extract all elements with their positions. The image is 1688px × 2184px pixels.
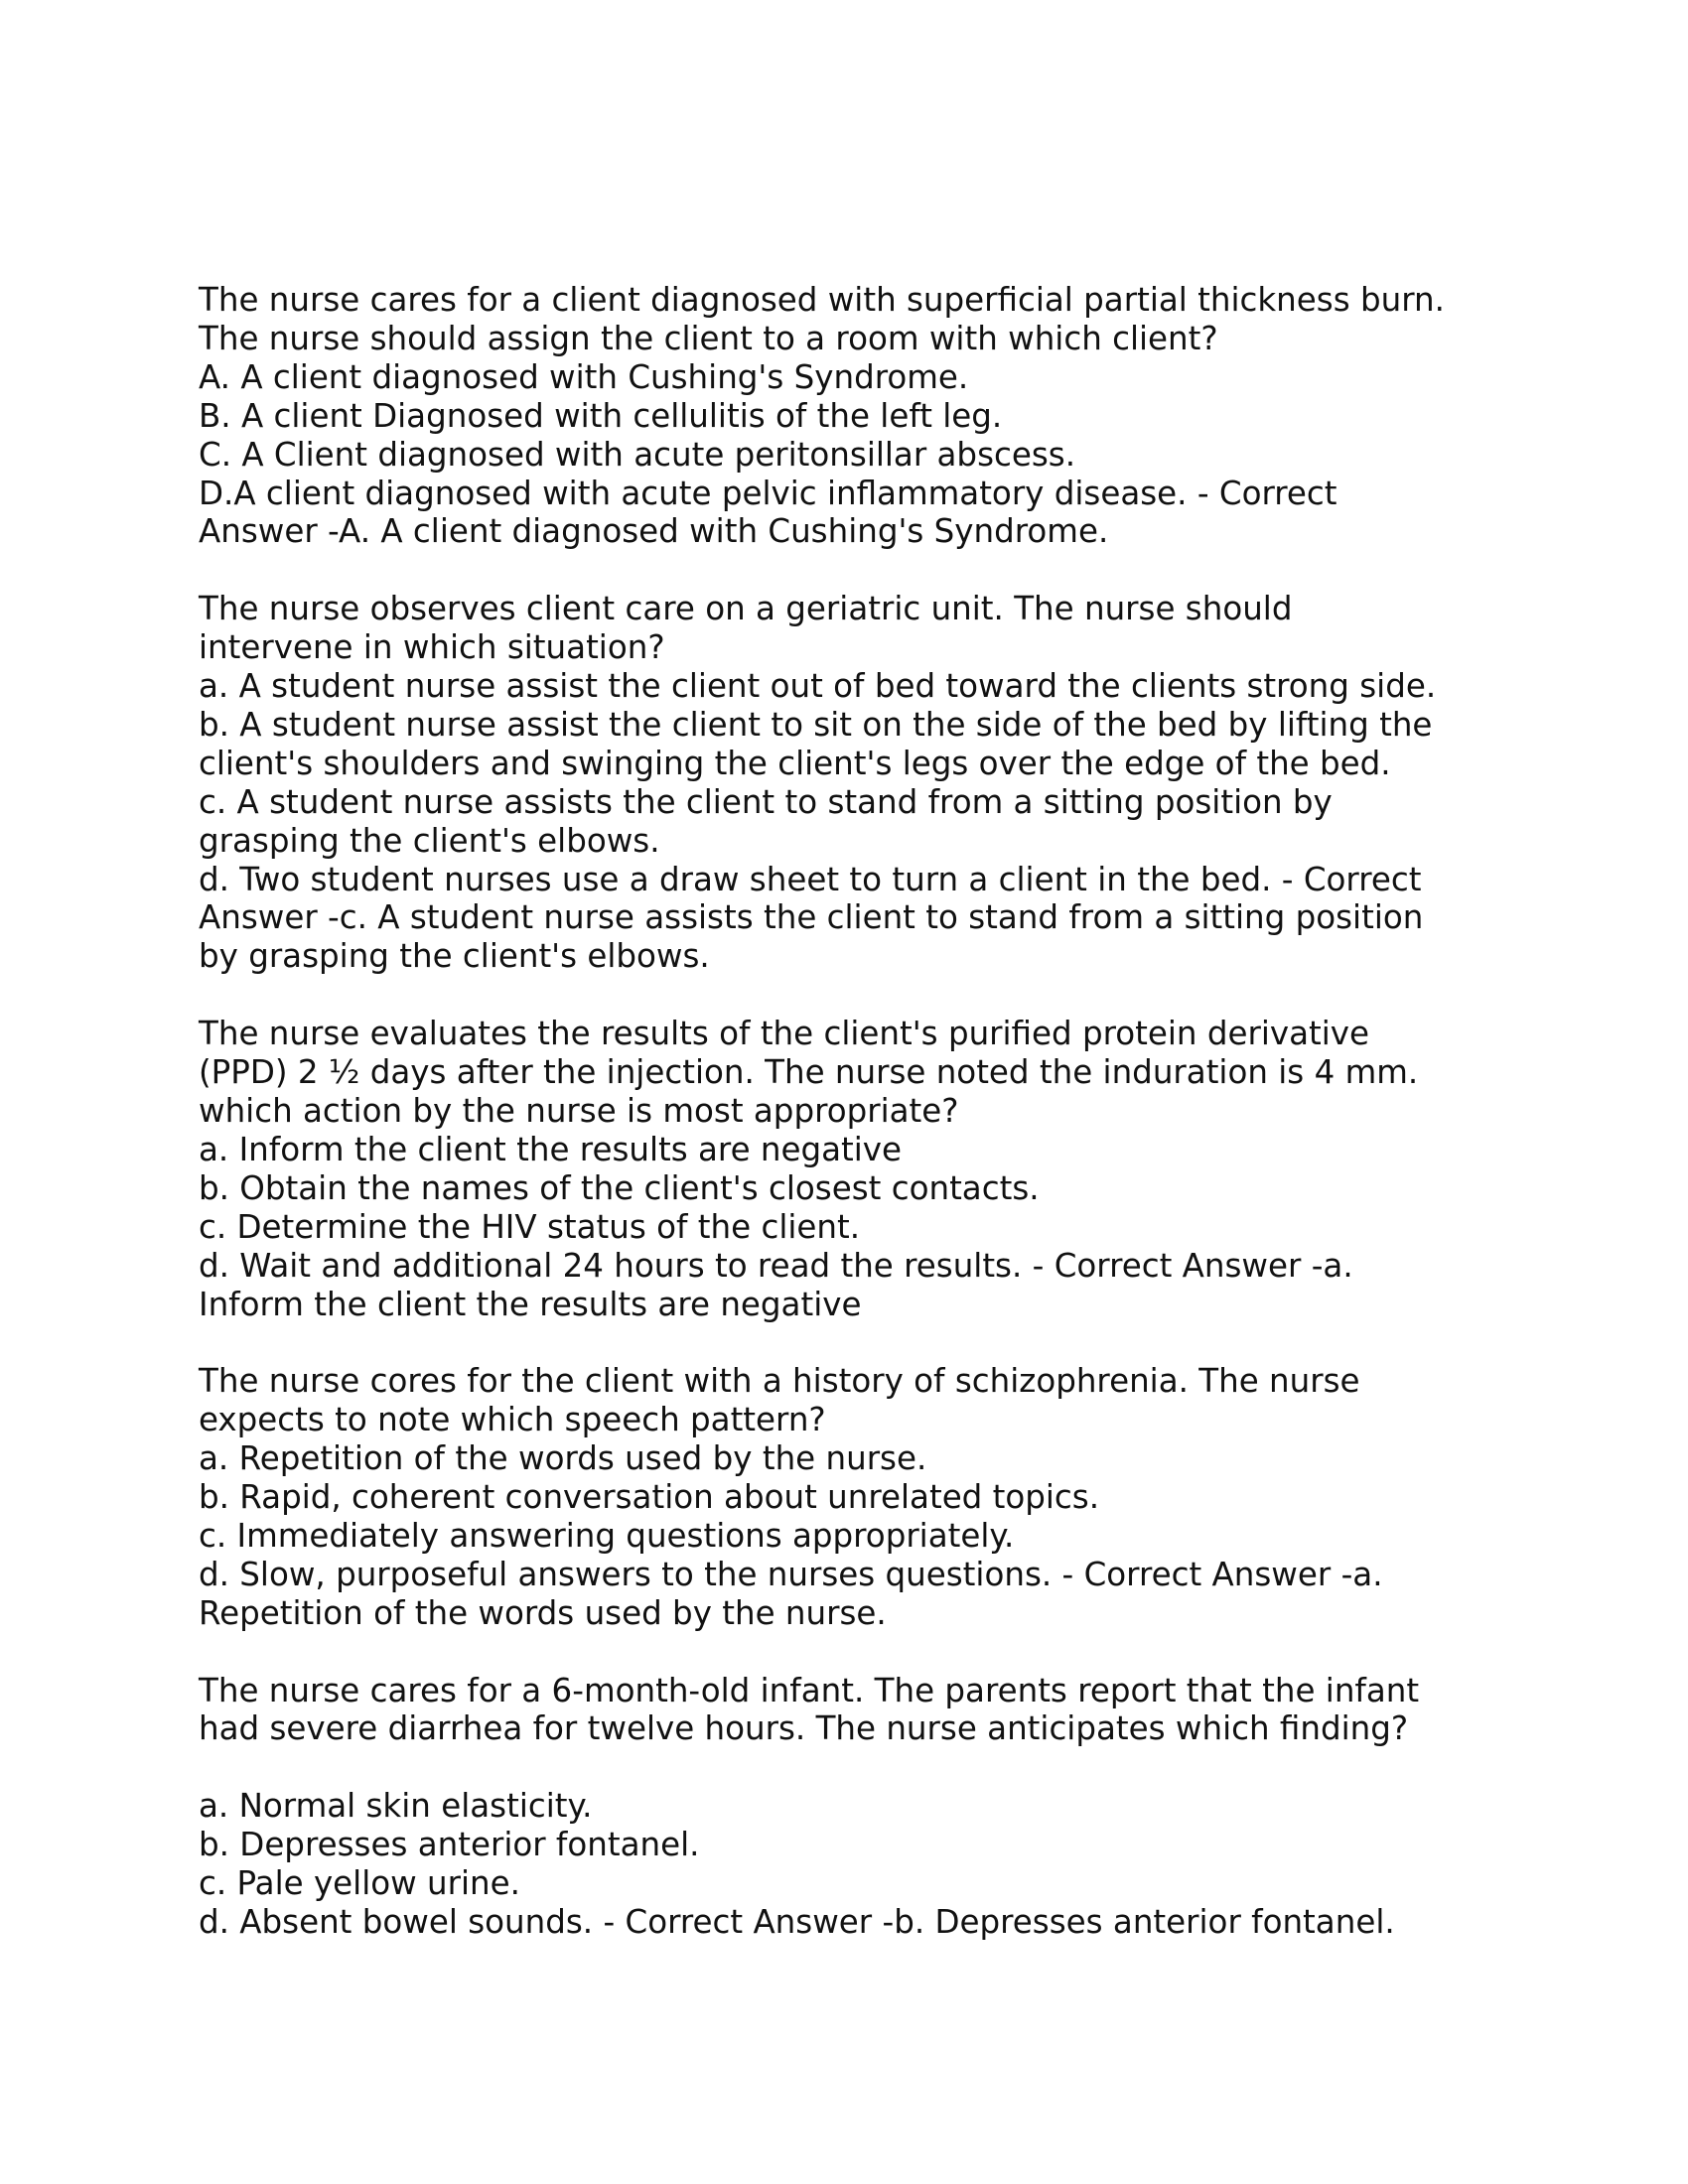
- answer-option: d. Wait and additional 24 hours to read the results. - Correct Answer -a.: [199, 1246, 1353, 1285]
- answer-option: b. Obtain the names of the client's closest contacts.: [199, 1168, 1040, 1207]
- answer-option: C. A Client diagnosed with acute peritonsillar abscess.: [199, 435, 1076, 474]
- answer-option: d. Two student nurses use a draw sheet to turn a client in the bed. - Correct: [199, 860, 1422, 898]
- question-text-line: intervene in which situation?: [199, 628, 665, 667]
- question-text-line: which action by the nurse is most appropriate?: [199, 1092, 959, 1130]
- answer-option: a. Repetition of the words used by the nurse.: [199, 1439, 927, 1478]
- paragraph-gap: [199, 1323, 1509, 1362]
- answer-option: b. Depresses anterior fontanel.: [199, 1826, 700, 1864]
- answer-option: c. Pale yellow urine.: [199, 1864, 520, 1903]
- question-text-line: The nurse observes client care on a geriatric unit. The nurse should: [199, 590, 1293, 628]
- question-block-5: [199, 1672, 1509, 1942]
- question-block-2: [199, 590, 1509, 976]
- correct-answer-line: Inform the client the results are negative: [199, 1285, 862, 1323]
- question-text-line: (PPD) 2 ½ days after the injection. The nurse noted the induration is 4 mm.: [199, 1053, 1419, 1092]
- answer-option: a. A student nurse assist the client out of bed toward the clients strong side.: [199, 667, 1437, 706]
- correct-answer-line: Answer -c. A student nurse assists the client to stand from a sitting position: [199, 898, 1424, 937]
- correct-answer-line: Repetition of the words used by the nurse.: [199, 1593, 887, 1632]
- answer-option: A. A client diagnosed with Cushing's Syndrome.: [199, 357, 969, 396]
- question-block-3: [199, 1015, 1509, 1323]
- correct-answer-line: Answer -A. A client diagnosed with Cushing's Syndrome.: [199, 512, 1109, 551]
- paragraph-gap: [199, 976, 1509, 1015]
- question-text-line: The nurse should assign the client to a room with which client?: [199, 319, 1218, 357]
- answer-option: d. Absent bowel sounds. - Correct Answer -b. Depresses anterior fontanel.: [199, 1902, 1395, 1941]
- paragraph-gap: [199, 1633, 1509, 1672]
- question-text-line: The nurse cares for a 6-month-old infant. The parents report that the infant: [199, 1671, 1420, 1709]
- answer-option: grasping the client's elbows.: [199, 821, 660, 860]
- question-text-line: expects to note which speech pattern?: [199, 1401, 826, 1439]
- question-block-1: [199, 281, 1509, 551]
- correct-answer-line: by grasping the client's elbows.: [199, 937, 710, 976]
- answer-option: client's shoulders and swinging the client's legs over the edge of the bed.: [199, 744, 1391, 782]
- question-text-line: had severe diarrhea for twelve hours. The nurse anticipates which finding?: [199, 1709, 1409, 1748]
- answer-option: a. Normal skin elasticity.: [199, 1787, 593, 1826]
- paragraph-gap: [199, 551, 1509, 590]
- answer-option: c. Immediately answering questions appropriately.: [199, 1516, 1015, 1555]
- question-block-4: [199, 1362, 1509, 1632]
- paragraph-gap: [199, 1748, 1509, 1787]
- answer-option: D.A client diagnosed with acute pelvic inflammatory disease. - Correct: [199, 474, 1337, 512]
- answer-option: c. A student nurse assists the client to stand from a sitting position by: [199, 782, 1333, 821]
- question-text-line: The nurse evaluates the results of the client's purified protein derivative: [199, 1015, 1370, 1053]
- answer-option: B. A client Diagnosed with cellulitis of the left leg.: [199, 396, 1003, 435]
- answer-option: a. Inform the client the results are negative: [199, 1130, 903, 1168]
- answer-option: c. Determine the HIV status of the client.: [199, 1207, 861, 1246]
- document-page: [199, 281, 1509, 1942]
- question-text-line: The nurse cores for the client with a history of schizophrenia. The nurse: [199, 1362, 1360, 1401]
- answer-option: d. Slow, purposeful answers to the nurses questions. - Correct Answer -a.: [199, 1555, 1383, 1593]
- answer-option: b. A student nurse assist the client to sit on the side of the bed by lifting the: [199, 705, 1433, 744]
- answer-option: b. Rapid, coherent conversation about unrelated topics.: [199, 1478, 1100, 1517]
- question-text-line: The nurse cares for a client diagnosed with superficial partial thickness burn.: [199, 281, 1445, 319]
